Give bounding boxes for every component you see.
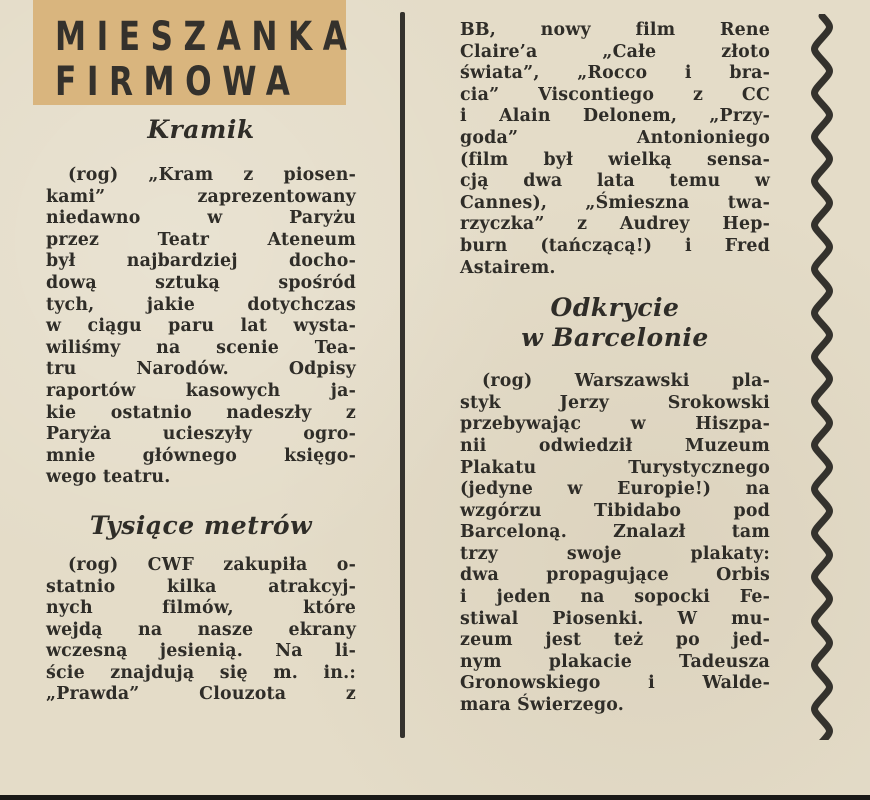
- text-line: Astairem.: [460, 257, 556, 278]
- text-line: (rog) Warszawski pla-: [482, 371, 770, 392]
- article-title-kramik: Kramik: [147, 115, 255, 144]
- text-line: zeum jest też po jed-: [460, 630, 770, 651]
- text-line: cia” Viscontiego z CC: [460, 84, 770, 105]
- text-line: raportów kasowych ja-: [46, 380, 356, 401]
- text-line: goda” Antonioniego: [460, 127, 770, 148]
- text-line: niedawno w Paryżu: [46, 208, 356, 229]
- article-title-line-1: Odkrycie: [550, 293, 680, 323]
- text-line: tych, jakie dotychczas: [46, 294, 356, 315]
- text-line: przez Teatr Ateneum: [46, 229, 356, 250]
- wavy-border-rule: [810, 14, 836, 740]
- text-line: wzgórzu Tibidabo pod: [460, 500, 770, 521]
- text-line: Cannes), „Śmieszna twa-: [460, 192, 770, 213]
- text-line: nych filmów, które: [46, 598, 356, 619]
- article-body-tysiace-metrow-part2: [460, 20, 770, 279]
- left-column: [46, 115, 356, 706]
- text-line: Plakatu Turystycznego: [460, 457, 770, 478]
- text-line: wego teatru.: [46, 467, 171, 488]
- text-line: stiwal Piosenki. W mu-: [460, 608, 770, 629]
- column-divider-straight: [400, 12, 405, 738]
- text-line: „Prawda” Clouzota z: [46, 684, 356, 705]
- text-line: Barceloną. Znalazł tam: [460, 522, 770, 543]
- right-column: [460, 20, 770, 717]
- scan-edge-strip: [0, 795, 870, 800]
- text-line: wiliśmy na scenie Tea-: [46, 337, 356, 358]
- text-line: i jeden na sopocki Fe-: [460, 587, 770, 608]
- article-body-odkrycie: [460, 371, 770, 717]
- text-line: BB, nowy film Rene: [460, 20, 770, 40]
- text-line: styk Jerzy Srokowski: [460, 392, 770, 413]
- text-line: kie ostatnio nadeszły z: [46, 402, 356, 423]
- text-line: ście znajdują się m. in.:: [46, 662, 356, 683]
- text-line: wejdą na nasze ekrany: [46, 619, 356, 640]
- text-line: był najbardziej docho-: [46, 251, 356, 272]
- text-line: (rog) „Kram z piosen-: [68, 165, 356, 185]
- text-line: (rog) CWF zakupiła o-: [68, 554, 356, 575]
- article-body-kramik: [46, 165, 356, 489]
- text-line: w ciągu paru lat wysta-: [46, 316, 356, 337]
- text-line: przebywając w Hiszpa-: [460, 414, 770, 435]
- text-line: mnie głównego księgo-: [46, 445, 356, 466]
- text-line: kami” zaprezentowany: [46, 186, 356, 207]
- text-line: świata”, „Rocco i bra-: [460, 63, 770, 84]
- text-line: mara Świerzego.: [460, 695, 624, 716]
- text-line: Paryża ucieszyły ogro-: [46, 424, 356, 445]
- text-line: nii odwiedził Muzeum: [460, 435, 770, 456]
- text-line: (film był wielką sensa-: [460, 149, 770, 170]
- text-line: (jedyne w Europie!) na: [460, 479, 770, 500]
- text-line: nym plakacie Tadeusza: [460, 651, 770, 672]
- text-line: statnio kilka atrakcyj-: [46, 576, 356, 597]
- article-title-line-2: w Barcelonie: [521, 323, 709, 353]
- masthead-line-1: MIESZANKA: [55, 14, 358, 60]
- article-title-tysiace-metrow: Tysiące metrów: [89, 510, 313, 540]
- text-line: burn (tańczącą!) i Fred: [460, 235, 770, 256]
- text-line: dową sztuką spośród: [46, 272, 356, 293]
- text-line: Gronowskiego i Walde-: [460, 673, 770, 694]
- text-line: cją dwa lata temu w: [460, 171, 770, 192]
- text-line: tru Narodów. Odpisy: [46, 359, 356, 380]
- masthead-line-2: FIRMOWA: [55, 59, 301, 105]
- text-line: trzy swoje plakaty:: [460, 543, 770, 564]
- article-body-tysiace-metrow-part1: [46, 555, 356, 706]
- text-line: rzyczka” z Audrey Hep-: [460, 214, 770, 235]
- section-masthead: [33, 0, 358, 105]
- text-line: dwa propagujące Orbis: [460, 565, 770, 586]
- text-line: Claire’a „Całe złoto: [460, 41, 770, 62]
- text-line: i Alain Delonem, „Przy-: [460, 106, 770, 127]
- text-line: wczesną jesienią. Na li-: [46, 641, 356, 662]
- article-title-odkrycie: [460, 293, 770, 353]
